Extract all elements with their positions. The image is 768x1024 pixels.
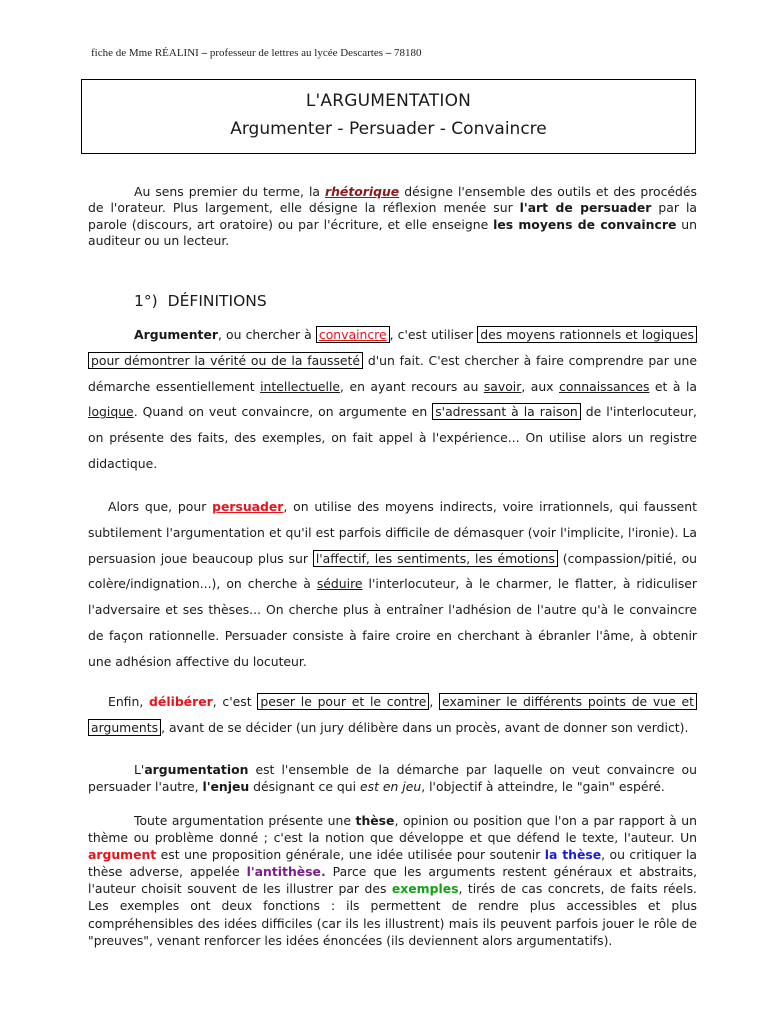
text: , l'objectif à atteindre, le "gain" espéré.	[421, 779, 665, 795]
text: par la parole (discours, art oratoire) ou par l'écriture, et elle enseigne	[88, 200, 697, 232]
term-en-jeu: est en jeu	[360, 779, 422, 795]
text: , c'est	[212, 694, 258, 709]
text: , tirés de cas concrets, de faits réels. Les exemples ont deux fonctions : ils permettent de rendre plus accessibles et plus compréhensibles des idées difficiles (car ils les illustrent) mais ils peuvent parfois jouer le rôle de "preuves", venant renforcer les idées énoncées (ils deviennent alors argumentatifs).	[88, 881, 697, 948]
header-author: fiche de Mme RÉALINI	[91, 47, 199, 59]
text: Alors que, pour	[108, 499, 213, 514]
text: Toute argumentation présente une	[134, 813, 356, 828]
paragraph-argumentation	[88, 761, 697, 795]
page-subtitle: Argumenter - Persuader - Convaincre	[230, 119, 547, 139]
text: , ou chercher à	[217, 327, 316, 342]
term-savoir: savoir	[483, 378, 522, 394]
text: un auditeur ou un lecteur.	[88, 216, 697, 249]
section-number: 1°)	[134, 292, 158, 310]
section-title: DÉFINITIONS	[167, 292, 267, 310]
text: Au sens premier du terme, la	[134, 184, 325, 199]
section-heading-definitions	[134, 292, 277, 310]
header-dash: –	[198, 47, 210, 59]
paragraph-deliberer	[88, 689, 697, 741]
term-la-these: la thèse	[544, 847, 602, 863]
text: est une proposition générale, une idée utilisée pour soutenir	[156, 847, 545, 863]
text: , c'est utiliser	[389, 327, 478, 342]
text: , en ayant recours au	[340, 378, 484, 394]
term-argumenter: Argumenter	[134, 327, 218, 342]
text: . Quand on veut convaincre, on argumente en	[133, 404, 433, 420]
term-argument: argument	[88, 847, 157, 863]
title-box	[81, 79, 696, 154]
text: et à la	[649, 378, 697, 394]
term-deliberer: délibérer	[149, 694, 213, 709]
text: désigne l'ensemble des outils et des procédés de l'orateur. Plus largement, elle désigne la réflexion menée sur	[88, 184, 697, 216]
paragraph-argumenter	[88, 322, 697, 477]
boxed-examiner: examiner le différents points de vue et	[439, 693, 697, 710]
text: , avant de se décider (un jury délibère dans un procès, avant de donner son verdict).	[161, 719, 689, 735]
term-intellectuelle: intellectuelle	[260, 378, 341, 394]
term-connaissances: connaissances	[559, 378, 650, 394]
boxed-peser: peser le pour et le contre	[257, 693, 429, 710]
term-moyens-de-convaincre: les moyens de convaincre	[493, 216, 677, 232]
text: (compassion/pitié, ou colère/indignation...), on cherche à	[88, 550, 697, 592]
boxed-arguments: arguments	[88, 719, 161, 736]
intro-paragraph	[88, 184, 697, 250]
term-enjeu: l'enjeu	[202, 779, 250, 795]
text: , aux	[521, 378, 560, 394]
text: , ou critiquer la thèse adverse, appelée	[88, 847, 697, 880]
page-header	[91, 47, 422, 59]
term-art-de-persuader: l'art de persuader	[519, 200, 652, 216]
text: L'	[134, 762, 145, 777]
text: désignant ce qui	[249, 779, 360, 795]
term-these: thèse	[355, 813, 395, 828]
boxed-moyens-rationnels: des moyens rationnels et logiques	[477, 326, 697, 343]
term-convaincre	[316, 326, 390, 343]
page-title: L'ARGUMENTATION	[305, 91, 472, 111]
text: Enfin,	[108, 694, 150, 709]
term-rhetorique: rhétorique	[324, 184, 400, 199]
term-logique: logique	[88, 404, 134, 420]
header-role: professeur de lettres au lycée Descartes	[209, 47, 383, 59]
boxed-affectif: l'affectif, les sentiments, les émotions	[313, 550, 558, 567]
term-exemples: exemples	[391, 881, 459, 897]
paragraph-persuader	[88, 494, 697, 675]
text: de l'interlocuteur, on présente des faits, des exemples, on fait appel à l'expérience... On utilise alors un registre didactique.	[88, 404, 697, 471]
text: , opinion ou position que l'on a par rapport à un thème ou problème donné ; c'est la notion que développe et que défend le texte, l'auteur. Un	[88, 813, 697, 846]
paragraph-these	[88, 812, 697, 949]
text: l'interlocuteur, à le charmer, le flatter, à ridiculiser l'adversaire et ses thèses... On cherche plus à entraîner l'adhésion de l'autre qu'à le convaincre de façon rationnelle. Persuader consiste à faire croire en cherchant à ébranler l'âme, à obtenir une adhésion affective du locuteur.	[88, 576, 697, 669]
boxed-raison: s'adressant à la raison	[432, 403, 581, 420]
text: , on utilise des moyens indirects, voire irrationnels, qui faussent subtilement l'argumentation et qu'il est parfois difficile de démasquer (voir l'implicite, l'ironie). La persuasion joue beaucoup plus sur	[88, 499, 697, 566]
text: Parce que les arguments restent généraux et abstraits, l'auteur choisit souvent de les illustrer par des	[88, 864, 698, 897]
text: d'un fait. C'est chercher à faire comprendre par une démarche essentiellement	[88, 352, 697, 394]
header-postcode: 78180	[394, 47, 422, 59]
text: ,	[429, 694, 440, 709]
boxed-term: convaincre	[316, 326, 390, 343]
term-antithese: l'antithèse.	[246, 864, 326, 880]
term-seduire: séduire	[316, 576, 363, 592]
boxed-verite-faussete: pour démontrer la vérité ou de la fausseté	[88, 352, 363, 369]
term-argumentation: argumentation	[144, 762, 249, 777]
text: est l'ensemble de la démarche par laquelle on veut convaincre ou persuader l'autre,	[88, 762, 697, 795]
term-persuader: persuader	[212, 499, 284, 514]
header-dash: –	[383, 47, 394, 59]
